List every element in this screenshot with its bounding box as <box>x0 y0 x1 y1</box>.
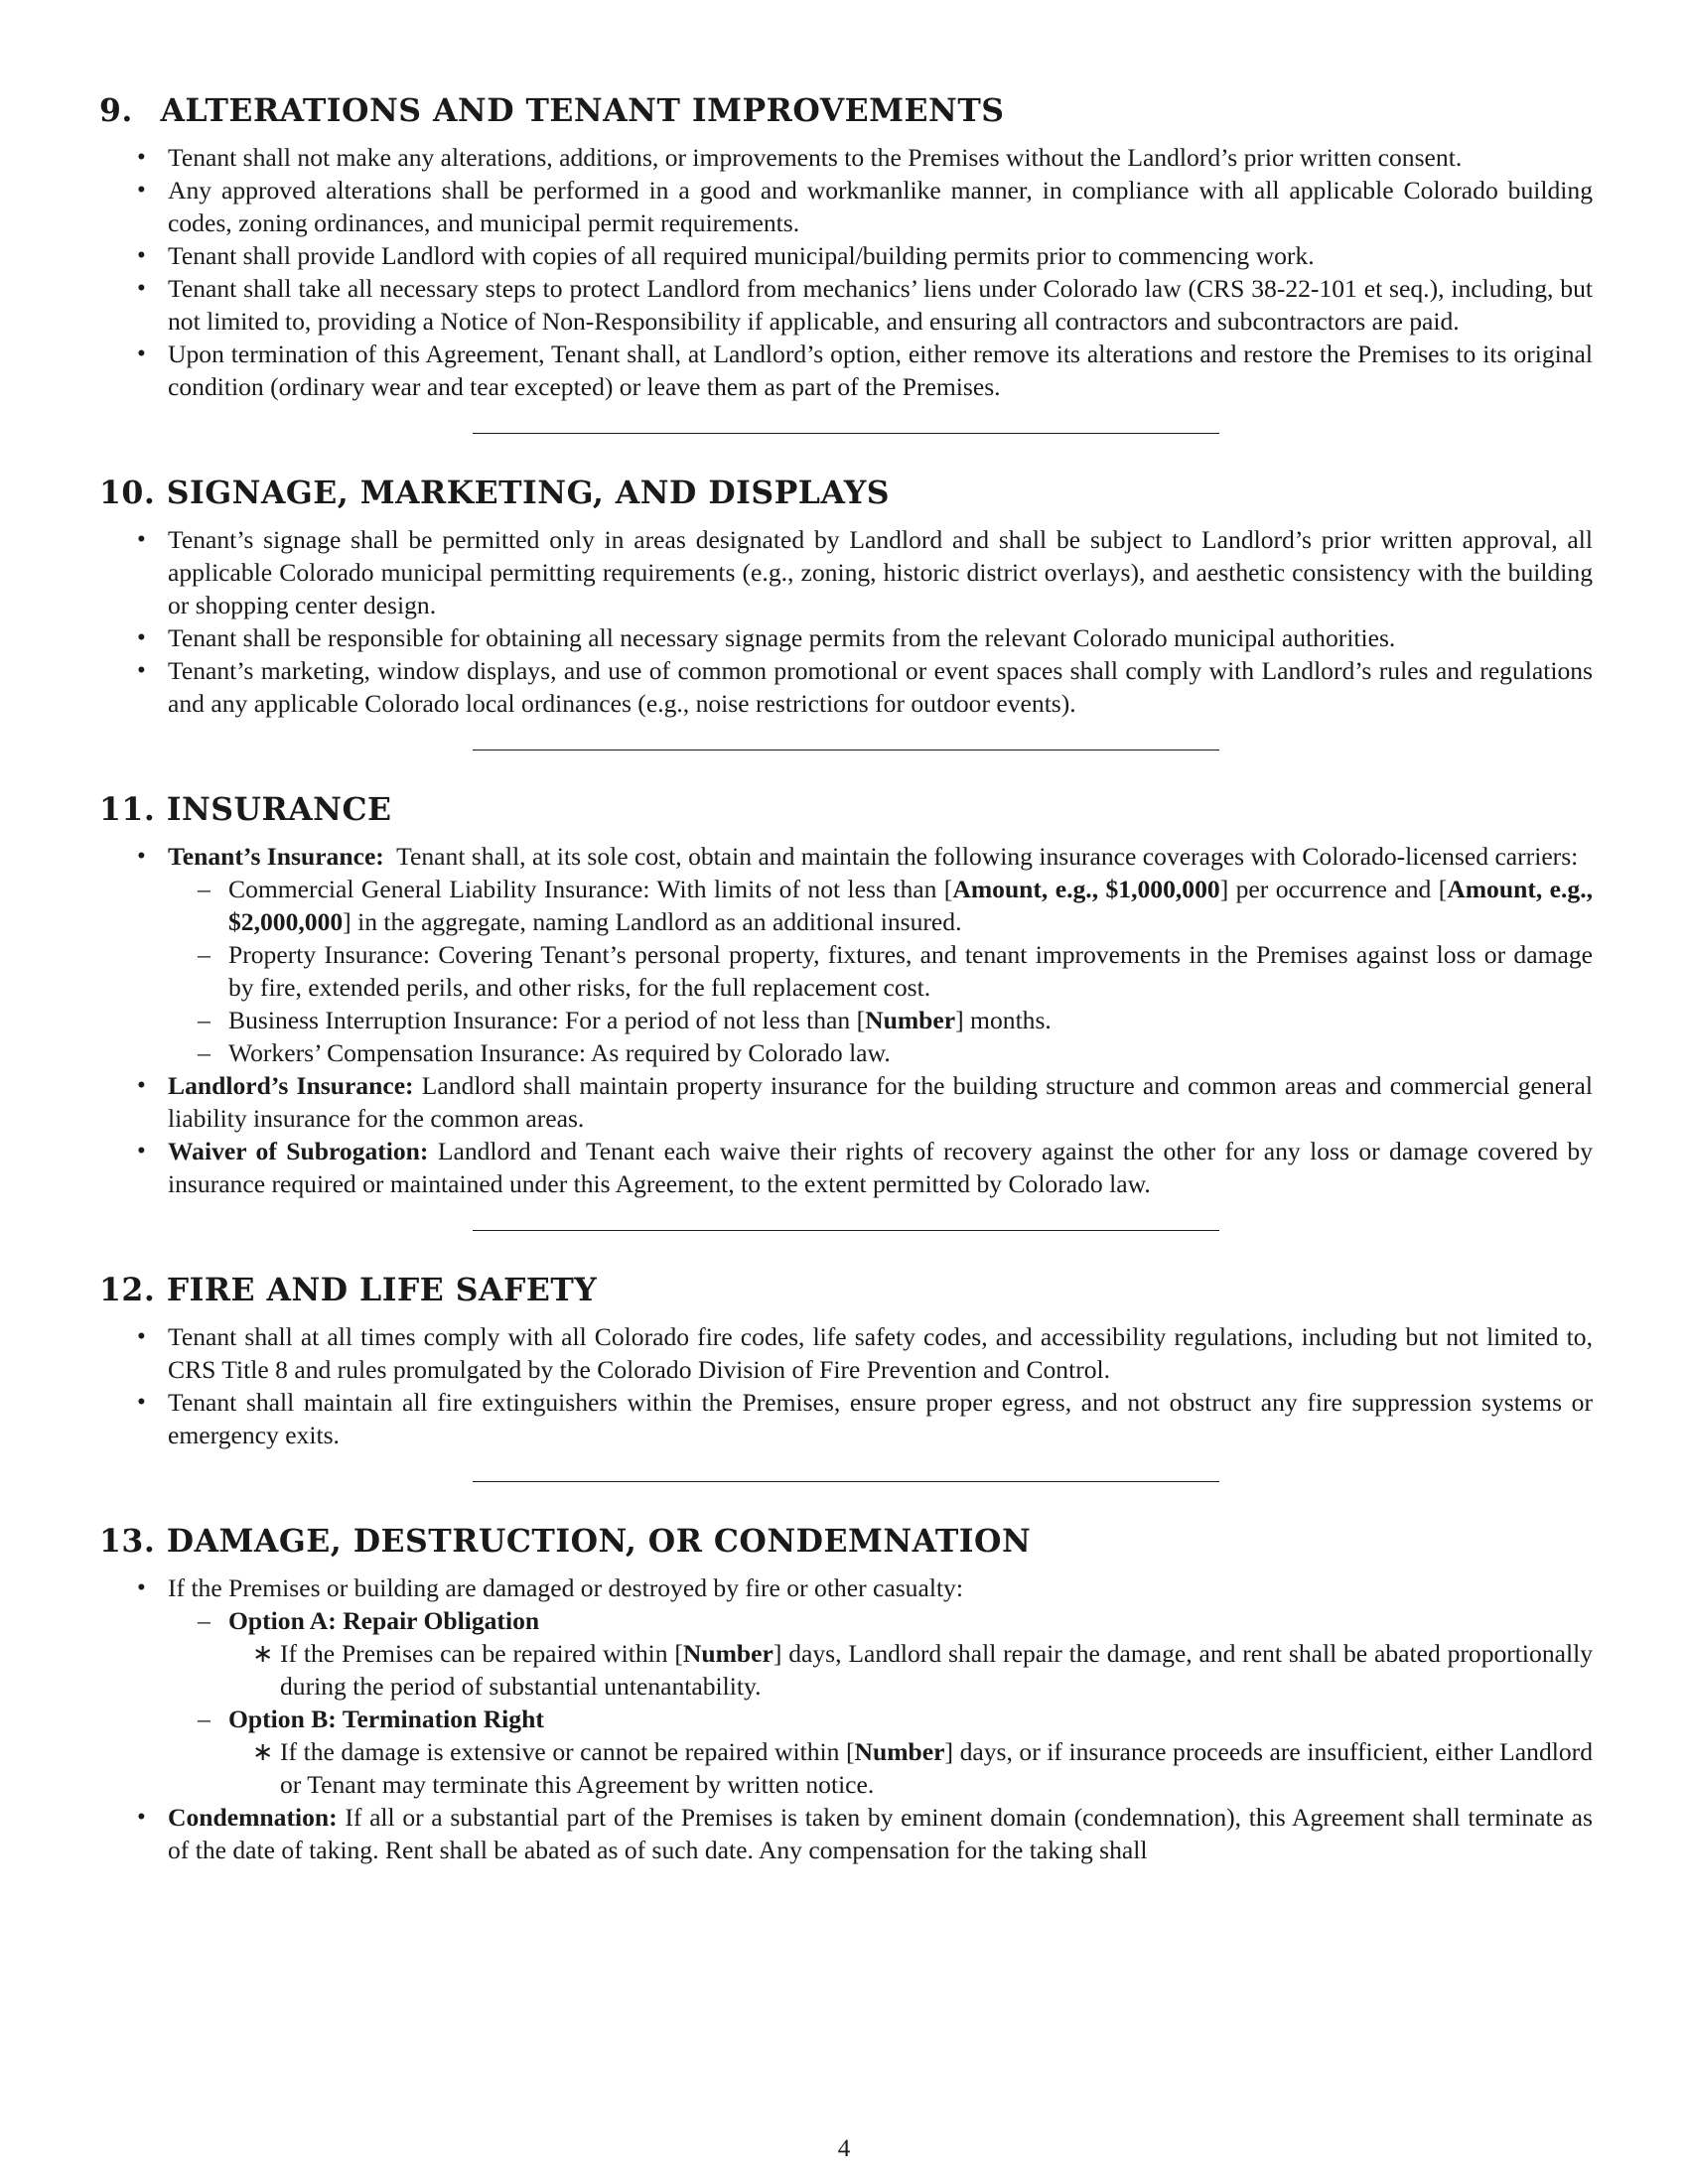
sub-list <box>168 1604 1593 1801</box>
sub-sub-list <box>228 1735 1593 1801</box>
section-9 <box>99 91 1593 403</box>
section-heading: 13. DAMAGE, DESTRUCTION, OR CONDEMNATION <box>99 1523 1032 1560</box>
list-item: ∗ If the Premises can be repaired within [Number] days, Landlord shall repair the damage, and rent shall be abated proportionally during the period of substantial untenantability. <box>228 1637 1593 1703</box>
list-item: ∗ If the damage is extensive or cannot be repaired within [Number] days, or if insurance proceeds are insufficient, either Landlord or Tenant may terminate this Agreement by written notice. <box>228 1735 1593 1801</box>
list-item: • Tenant shall maintain all fire extinguishers within the Premises, ensure proper egress, and not obstruct any fire suppression systems or emergency exits. <box>99 1386 1593 1451</box>
list-item: • Any approved alterations shall be performed in a good and workmanlike manner, in compliance with all applicable Colorado building codes, zoning ordinances, and municipal permit requirements. <box>99 174 1593 239</box>
list-item-condemnation: • Condemnation: If all or a substantial part of the Premises is taken by eminent domain (condemnation), this Agreement shall terminate as of the date of taking. Rent shall be abated as of such date. Any compensation for the taking shall <box>99 1801 1593 1866</box>
list-item-business-interruption: – Business Interruption Insurance: For a period of not less than [Number] months. <box>168 1004 1593 1036</box>
section-divider <box>473 750 1219 751</box>
bullet-list <box>99 1571 1593 1866</box>
list-item-option-a: – Option A: Repair Obligation ∗ If the Premises can be repaired within [Number] days, Landlord shall repair the damage, and rent shall be abated proportionally during the period of substantial untenantability. <box>168 1604 1593 1703</box>
list-item-tenant-insurance: • Tenant’s Insurance: Tenant shall, at its sole cost, obtain and maintain the following insurance coverages with Colorado-licensed carriers: – Commercial General Liability Insurance: With limits of not less than [Amount, e.g., $1,000,000] per occurrence and [Amount, e.g., $2,000,000] in the aggregate, naming Landlord as an additional insured. – Property Insurance: Covering Tenant’s personal property, fixtures, and tenant improvements in the Premises against loss or damage by fire, extended perils, and other risks, for the full replacement cost. – Business Interruption Insurance: For a period of not less than [Number] months. – Workers’ Compensation Insurance: As required by Colorado law. <box>99 840 1593 1069</box>
list-item-property: – Property Insurance: Covering Tenant’s personal property, fixtures, and tenant improvements in the Premises against loss or damage by fire, extended perils, and other risks, for the full replacement cost. <box>168 938 1593 1004</box>
section-heading: 9. ALTERATIONS AND TENANT IMPROVEMENTS <box>99 92 1005 129</box>
list-item: • Tenant’s signage shall be permitted only in areas designated by Landlord and shall be subject to Landlord’s prior written approval, all applicable Colorado municipal permitting requirements (e.g., zoning, historic district overlays), and aesthetic consistency with the building or shopping center design. <box>99 523 1593 621</box>
list-item: • Tenant shall take all necessary steps to protect Landlord from mechanics’ liens under Colorado law (CRS 38-22-101 et seq.), including, but not limited to, providing a Notice of Non-Responsibility if applicable, and ensuring all contractors and subcontractors are paid. <box>99 272 1593 338</box>
document-page <box>99 91 1593 1866</box>
section-heading: 11. INSURANCE <box>99 791 392 828</box>
bullet-list <box>99 1320 1593 1451</box>
page-number: 4 <box>837 2135 851 2162</box>
list-item: • Tenant shall not make any alterations, additions, or improvements to the Premises without the Landlord’s prior written consent. <box>99 141 1593 174</box>
list-item: • Tenant shall at all times comply with all Colorado fire codes, life safety codes, and accessibility regulations, including but not limited to, CRS Title 8 and rules promulgated by the Colorado Division of Fire Prevention and Control. <box>99 1320 1593 1386</box>
section-divider <box>473 1481 1219 1482</box>
list-item: • Tenant’s marketing, window displays, and use of common promotional or event spaces shall comply with Landlord’s rules and regulations and any applicable Colorado local ordinances (e.g., noise restrictions for outdoor events). <box>99 654 1593 720</box>
sub-list <box>168 873 1593 1069</box>
section-heading: 10. SIGNAGE, MARKETING, AND DISPLAYS <box>99 475 891 511</box>
list-item: • Tenant shall provide Landlord with copies of all required municipal/building permits prior to commencing work. <box>99 239 1593 272</box>
list-item-waiver: • Waiver of Subrogation: Landlord and Tenant each waive their rights of recovery against the other for any loss or damage covered by insurance required or maintained under this Agreement, to the extent permitted by Colorado law. <box>99 1135 1593 1200</box>
section-divider <box>473 1230 1219 1231</box>
bullet-list <box>99 523 1593 720</box>
section-12 <box>99 1271 1593 1451</box>
section-10 <box>99 474 1593 720</box>
list-item-casualty: • If the Premises or building are damaged or destroyed by fire or other casualty: – Option A: Repair Obligation ∗ If the Premises can be repaired within [Number] days, Landlord shall repair the damage, and rent shall be abated proportionally during the period of substantial untenantability. – Option B: Termination Right ∗ If the damage is extensive or cannot be repaired within [Number] days, or if insurance proceeds are insufficient, either Landlord or Tenant may terminate this Agreement by written notice. <box>99 1571 1593 1801</box>
section-heading: 12. FIRE AND LIFE SAFETY <box>99 1272 598 1308</box>
section-13 <box>99 1522 1593 1866</box>
bullet-list <box>99 141 1593 403</box>
list-item-cgl: – Commercial General Liability Insurance: With limits of not less than [Amount, e.g., $1,000,000] per occurrence and [Amount, e.g., $2,000,000] in the aggregate, naming Landlord as an additional insured. <box>168 873 1593 938</box>
bullet-list <box>99 840 1593 1200</box>
section-divider <box>473 433 1219 434</box>
sub-sub-list <box>228 1637 1593 1703</box>
list-item-landlord-insurance: • Landlord’s Insurance: Landlord shall maintain property insurance for the building structure and common areas and commercial general liability insurance for the common areas. <box>99 1069 1593 1135</box>
list-item-option-b: – Option B: Termination Right ∗ If the damage is extensive or cannot be repaired within [Number] days, or if insurance proceeds are insufficient, either Landlord or Tenant may terminate this Agreement by written notice. <box>168 1703 1593 1801</box>
list-item-workers-comp: – Workers’ Compensation Insurance: As required by Colorado law. <box>168 1036 1593 1069</box>
list-item: • Upon termination of this Agreement, Tenant shall, at Landlord’s option, either remove its alterations and restore the Premises to its original condition (ordinary wear and tear excepted) or leave them as part of the Premises. <box>99 338 1593 403</box>
section-11 <box>99 790 1593 1200</box>
list-item: • Tenant shall be responsible for obtaining all necessary signage permits from the relevant Colorado municipal authorities. <box>99 621 1593 654</box>
